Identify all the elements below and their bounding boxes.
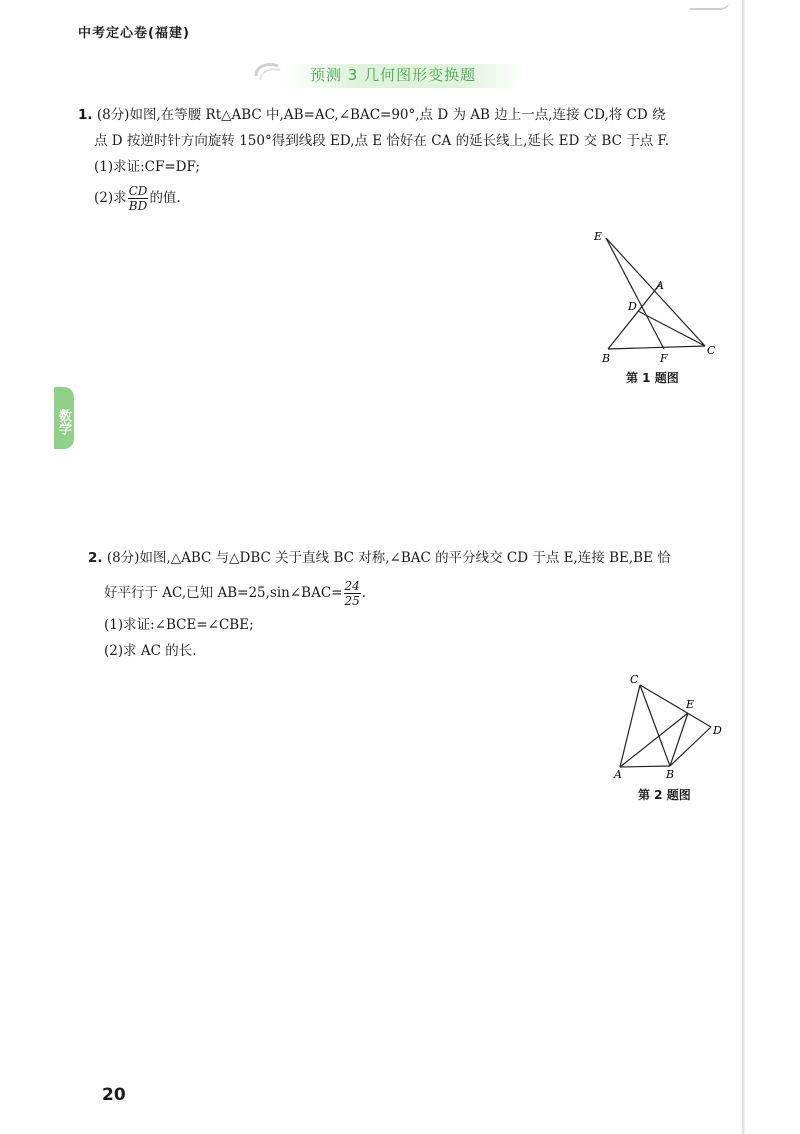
triangle-figure-2 [608, 670, 728, 782]
page-edge-shadow [742, 0, 745, 1134]
label-f: F [660, 352, 668, 365]
question-1-figure-caption: 第 1 题图 [626, 371, 679, 385]
fraction-numerator: CD [128, 184, 148, 198]
section-title-banner [250, 58, 530, 90]
header-tag: 中考定心卷(福建) [78, 26, 190, 41]
question-2-part-1: (1)求证:∠BCE=∠CBE; [104, 617, 254, 633]
label-a: A [614, 768, 622, 781]
page-number: 20 [102, 1085, 126, 1105]
segment-b-a [608, 284, 660, 349]
label-d: D [713, 724, 722, 737]
fraction-numerator: 24 [344, 579, 360, 593]
question-2-line-1 [88, 545, 728, 571]
question-2-number: 2. [88, 550, 103, 566]
label-b: B [602, 352, 611, 365]
question-1-stem-line-1: (8分)如图,在等腰 Rt△ABC 中,AB=AC,∠BAC=90°,点 D 为 AB 边上一点,连接 CD,将 CD 绕 [96, 107, 666, 123]
label-e: E [686, 698, 695, 711]
question-1-figure [588, 226, 728, 366]
subject-side-tab: 数学 [54, 387, 74, 449]
page-corner-curl [690, 0, 730, 10]
label-a: A [656, 279, 664, 292]
question-2 [88, 545, 728, 664]
leaf-decoration-icon [250, 58, 290, 90]
question-2-stem-line-2-suffix: . [361, 585, 367, 601]
segment-c-a [620, 685, 640, 767]
question-1-part-2 [78, 184, 728, 213]
segment-c-d [640, 685, 711, 727]
question-2-stem-line-2-prefix: 好平行于 AC,已知 AB=25,sin∠BAC= [104, 585, 343, 601]
question-2-part-2: (2)求 AC 的长. [104, 643, 197, 659]
fraction-24-over-25 [344, 579, 361, 608]
question-1-part-2-suffix: 的值. [149, 190, 181, 206]
question-2-figure-caption: 第 2 题图 [638, 788, 691, 802]
label-c: C [707, 344, 716, 357]
segment-c-b [640, 685, 670, 766]
question-2-stem-line-2 [88, 579, 728, 608]
question-2-stem-line-1: (8分)如图,△ABC 与△DBC 关于直线 BC 对称,∠BAC 的平分线交 CD 于点 E,连接 BE,BE 恰 [106, 550, 671, 566]
fraction-cd-over-bd [128, 184, 149, 213]
segment-a-b [620, 766, 670, 767]
triangle-figure-1 [588, 226, 728, 366]
fraction-denominator: BD [128, 199, 148, 213]
question-1-line-1 [78, 102, 728, 128]
segment-e-f [606, 238, 664, 349]
label-b: B [666, 768, 675, 781]
segment-e-c [606, 238, 705, 346]
section-title: 预测 3 几何图形变换题 [310, 66, 477, 84]
segment-b-c [608, 346, 705, 349]
fraction-denominator: 25 [344, 594, 360, 608]
label-c: C [630, 673, 639, 686]
question-1 [78, 102, 728, 213]
segment-d-c [638, 311, 705, 346]
label-d: D [628, 300, 637, 313]
question-2-figure [608, 670, 728, 782]
question-1-part-1: (1)求证:CF=DF; [94, 159, 200, 175]
question-1-stem-line-2: 点 D 按逆时针方向旋转 150°得到线段 ED,点 E 恰好在 CA 的延长线上,延长 ED 交 BC 于点 F. [94, 133, 670, 149]
question-1-part-2-prefix: (2)求 [94, 190, 127, 206]
question-1-number: 1. [78, 107, 93, 123]
label-e: E [594, 230, 603, 243]
